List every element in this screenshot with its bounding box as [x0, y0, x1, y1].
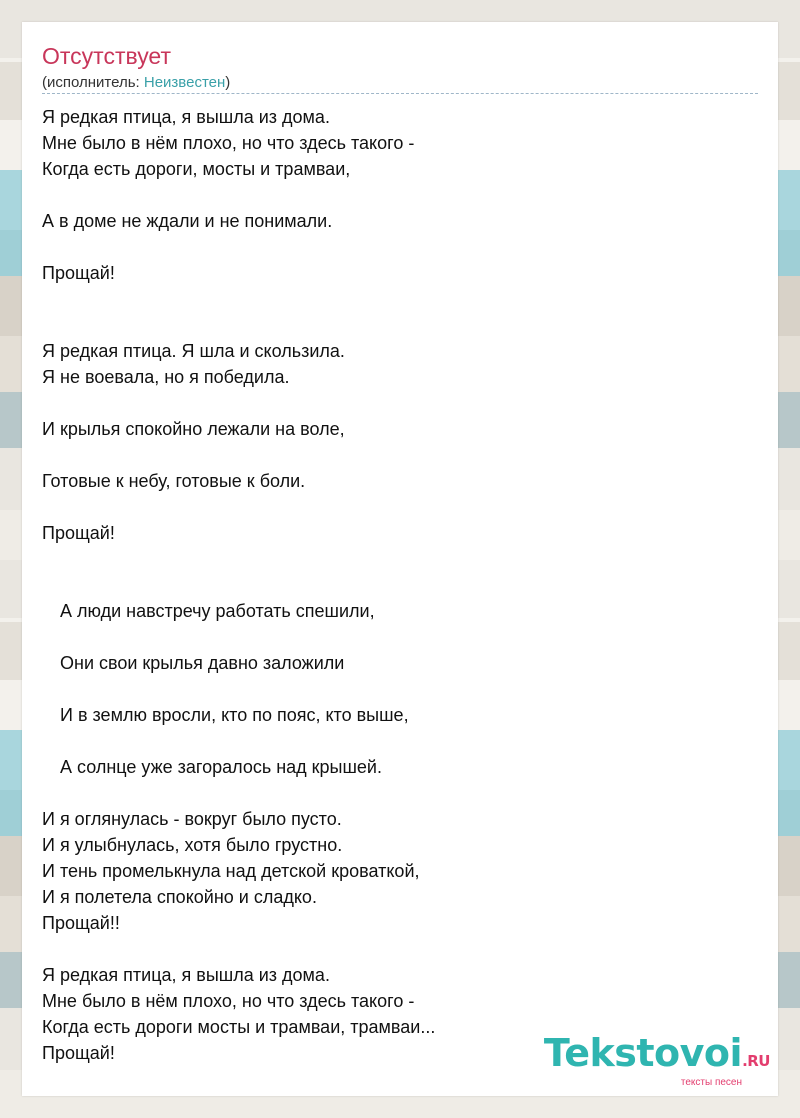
lyric-blank-line — [42, 494, 758, 520]
lyric-blank-line — [42, 728, 758, 754]
lyric-line: И я полетела спокойно и сладко. — [42, 887, 317, 907]
lyric-blank-line — [42, 182, 758, 208]
lyric-line: Готовые к небу, готовые к боли. — [42, 471, 306, 491]
lyric-blank-line — [42, 676, 758, 702]
lyrics-sheet — [22, 22, 778, 1096]
lyric-line: И в землю вросли, кто по пояс, кто выше, — [60, 705, 409, 725]
lyric-line: И я улыбнулась, хотя было грустно. — [42, 835, 343, 855]
lyric-blank-line — [42, 390, 758, 416]
lyric-line: Я редкая птица, я вышла из дома. — [42, 107, 330, 127]
song-title: Отсутствует — [42, 43, 171, 69]
lyric-blank-line — [42, 442, 758, 468]
logo-main-text: Tekstovoi — [543, 1031, 743, 1075]
lyric-blank-line — [42, 286, 758, 312]
lyric-line: И тень промелькнула над детской кроваткой, — [42, 861, 420, 881]
lyric-line: А в доме не ждали и не понимали. — [42, 211, 333, 231]
lyric-line: Когда есть дороги мосты и трамваи, трамваи... — [42, 1017, 436, 1037]
lyric-line: Прощай! — [42, 523, 115, 543]
lyric-blank-line — [42, 312, 758, 338]
lyric-line: Мне было в нём плохо, но что здесь такого - — [42, 991, 415, 1011]
lyric-line: Я редкая птица. Я шла и скользила. — [42, 341, 345, 361]
title-divider — [42, 93, 758, 94]
lyric-line: Когда есть дороги, мосты и трамваи, — [42, 159, 351, 179]
site-logo[interactable] — [544, 1033, 770, 1088]
lyric-line: Мне было в нём плохо, но что здесь такого - — [42, 133, 415, 153]
performer-prefix: (исполнитель: — [42, 74, 144, 91]
lyric-line: Я не воевала, но я победила. — [42, 367, 290, 387]
lyric-line: И я оглянулась - вокруг было пусто. — [42, 809, 342, 829]
logo-wordmark — [544, 1033, 770, 1081]
logo-tagline: тексты песен — [680, 1077, 742, 1088]
lyric-line: Я редкая птица, я вышла из дома. — [42, 965, 330, 985]
lyric-line: Прощай!! — [42, 913, 120, 933]
performer-suffix: ) — [225, 74, 231, 91]
lyric-blank-line — [42, 780, 758, 806]
lyric-line: А солнце уже загоралось над крышей. — [60, 757, 382, 777]
lyric-line: Они свои крылья давно заложили — [60, 653, 345, 673]
lyric-line: Прощай! — [42, 263, 115, 283]
performer-link[interactable]: Неизвестен — [143, 74, 226, 91]
lyric-blank-line — [42, 546, 758, 572]
lyric-blank-line — [42, 624, 758, 650]
performer-line — [42, 73, 230, 93]
lyric-line: А люди навстречу работать спешили, — [60, 601, 375, 621]
lyric-line: Прощай! — [42, 1043, 115, 1063]
lyric-line: И крылья спокойно лежали на воле, — [42, 419, 345, 439]
lyric-blank-line — [42, 572, 758, 598]
logo-suffix: .RU — [742, 1052, 770, 1070]
lyric-blank-line — [42, 936, 758, 962]
lyric-blank-line — [42, 234, 758, 260]
lyrics-body — [42, 104, 758, 1066]
